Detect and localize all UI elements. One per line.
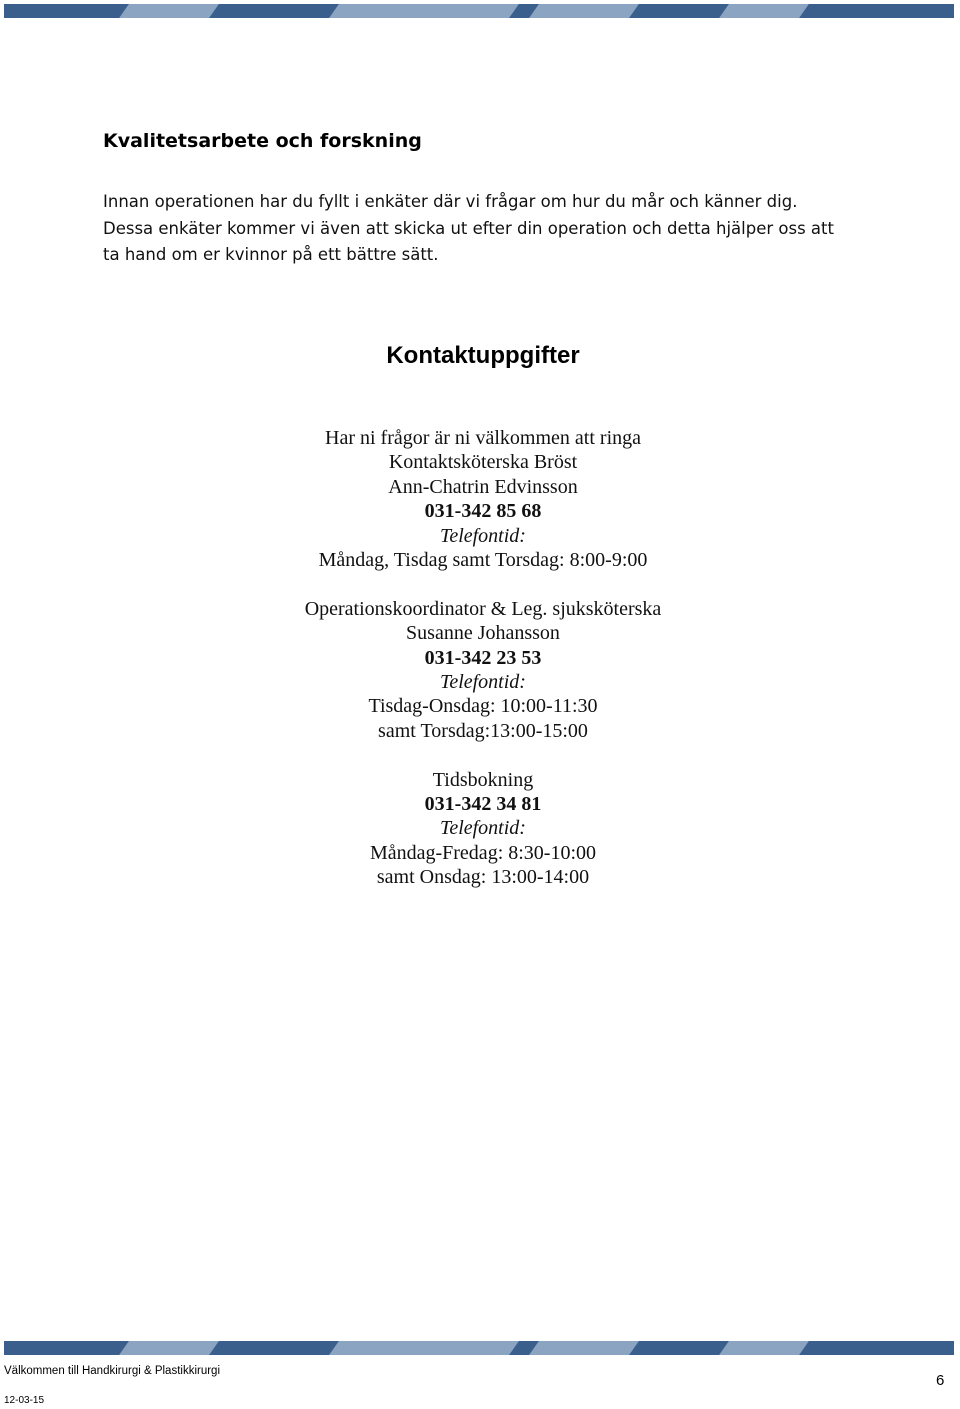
contact-booking [0,768,960,890]
header-stripe [4,4,954,18]
booking-hours-label: Telefontid: [440,817,526,840]
contact-coordinator [0,597,960,743]
contact-title: Kontaktuppgifter [386,342,580,369]
coordinator-phone[interactable]: 031-342 23 53 [424,646,542,669]
intro-line: Dessa enkäter kommer vi även att skicka ut efter din operation och detta hjälper oss att [103,218,834,238]
coordinator-hours-label: Telefontid: [440,671,526,694]
nurse-phone[interactable]: 031-342 85 68 [424,500,542,523]
coordinator-hours: samt Torsdag:13:00-15:00 [378,719,588,742]
coordinator-name: Susanne Johansson [406,622,560,645]
nurse-hours-label: Telefontid: [440,524,526,547]
footer-title: Välkommen till Handkirurgi & Plastikkirurgi [4,1365,221,1377]
contact-intro: Har ni frågor är ni välkommen att ringa [325,427,641,449]
contact-nurse [0,450,960,572]
footer-stripe [4,1341,954,1355]
page-number: 6 [936,1372,945,1389]
footer-date: 12-03-15 [4,1395,45,1406]
intro-paragraph [103,189,883,269]
booking-hours: Måndag-Fredag: 8:30-10:00 [369,841,597,864]
nurse-name: Ann-Chatrin Edvinsson [388,475,578,498]
contact-block [0,426,960,890]
intro-line: Innan operationen har du fyllt i enkäter där vi frågar om hur du mår och känner dig. [103,192,798,211]
nurse-hours: Måndag, Tisdag samt Torsdag: 8:00-9:00 [318,549,648,572]
booking-hours: samt Onsdag: 13:00-14:00 [376,866,590,889]
coordinator-hours: Tisdag-Onsdag: 10:00-11:30 [368,695,598,718]
booking-role: Tidsbokning [432,768,534,791]
intro-line: ta hand om er kvinnor på ett bättre sätt. [103,245,439,264]
nurse-role: Kontaktsköterska Bröst [388,451,578,474]
section-heading: Kvalitetsarbete och forskning [103,130,422,152]
coordinator-role: Operationskoordinator & Leg. sjuksköterska [304,597,662,620]
booking-phone[interactable]: 031-342 34 81 [424,793,542,816]
